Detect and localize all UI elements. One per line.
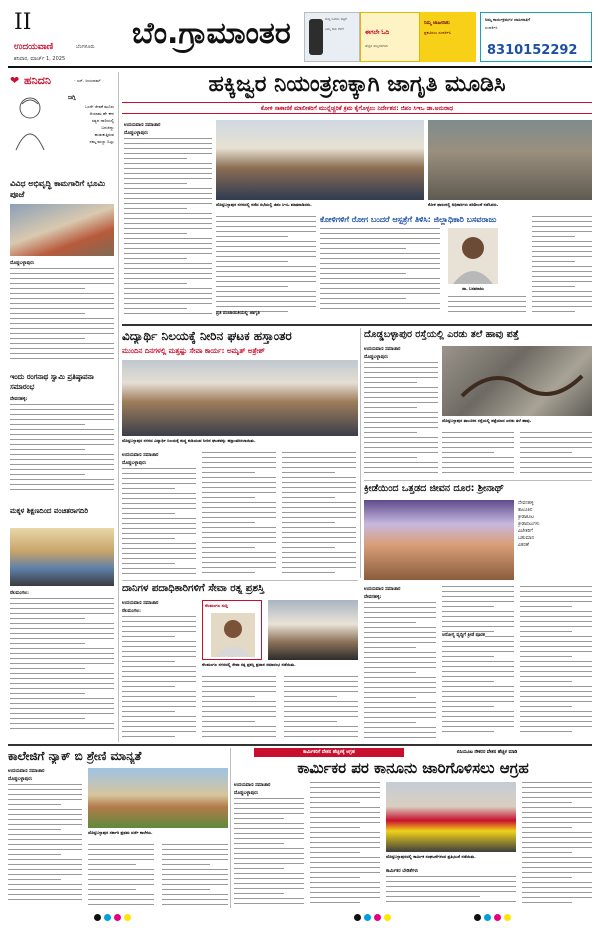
- story-photo: [10, 528, 114, 586]
- poem-line: ಬದುಕಿದ್ದು: [101, 125, 114, 130]
- lead-headline: ಹಕ್ಕಿಜ್ವರ ನಿಯಂತ್ರಣಕ್ಕಾಗಿ ಜಾಗೃತಿ ಮೂಡಿಸಿ: [208, 72, 506, 97]
- official-portrait: [448, 228, 498, 284]
- award-story: ದಾನಿಗಳ ಪದಾಧಿಕಾರಿಗಳಿಗೆ ಸೇವಾ ರತ್ನ ಪ್ರಶಸ್ತಿ ಉದಯವಾಣಿ ಸಮಾಚಾರ ನೆಲಮಂಗಲ: ನೆಲಮಂಗಲ ಸುದ್ದಿ ನೆಲಮಂಗಲ ನಗರದಲ್ಲಿ ಸೇವಾ ರತ್ನ ಪ್ರಶಸ್ತಿ ಪ್ರದಾನ ಸಮಾರಂಭ ನಡೆಯಿತು.: [122, 582, 358, 742]
- story-headline: ವಿವಿಧ ಅಭಿವೃದ್ಧಿ ಕಾಮಗಾರಿಗೆ ಭೂಮಿ ಪೂಜೆ: [10, 179, 106, 199]
- poem-line: ಆಯಾಮ ಹೇ ಈಗ: [89, 111, 114, 116]
- lead-story: ಹಕ್ಕಿಜ್ವರ ನಿಯಂತ್ರಣಕ್ಕಾಗಿ ಜಾಗೃತಿ ಮೂಡಿಸಿ ಕೋಳಿ ಸಾಕಾಣಿಕೆ ಮಾಲೀಕರಿಗೆ ಮುನ್ನೆಚ್ಚರಿಕೆ ಕ್ರಮ ಕೈಗೊಳ್ಳಲು ನಿರ್ದೇಶನ: ಜಿಪಂ ಸಿಇಒ ಡಾ.ಅನುರಾಧ ಉದಯವಾಣಿ ಸಮಾಚಾರ ದೊಡ್ಡಬಳ್ಳಾಪುರ: ದೊಡ್ಡಬಳ್ಳಾಪುರ ನಗರದಲ್ಲಿ ನಡೆದ ಸಭೆಯಲ್ಲಿ ಜಿಪಂ ಸಿಇಒ ಮಾತನಾಡಿದರು. ಕೋಳಿ ಫಾರಂನಲ್ಲಿ ಅಧಿಕಾರಿಗಳು ಪರಿಶೀಲನೆ ನಡೆಸಿದರು. ಕೋಳಿಗಳಿಗೆ ರೋಗ ಬಂದರೆ ಆಸ್ಪತ್ರೆಗೆ ತಿಳಿಸಿ: ಜಿಲ್ಲಾಧಿಕಾರಿ ಬಸವರಾಜು ಡಾ. ಬಸವರಾಜು ಪ್ರತಿ ಪಂಚಾಯಿತಿಯಲ್ಲಿ ಜಾಗೃತಿ: [122, 70, 592, 322]
- protest-photo: [386, 782, 516, 852]
- sidebar-story-1: ವಿವಿಧ ಅಭಿವೃದ್ಧಿ ಕಾಮಗಾರಿಗೆ ಭೂಮಿ ಪೂಜೆ ದೊಡ್ಡಬಳ್ಳಾಪುರ:: [8, 176, 116, 366]
- lead-subhead: ಕೋಳಿ ಸಾಕಾಣಿಕೆ ಮಾಲೀಕರಿಗೆ ಮುನ್ನೆಚ್ಚರಿಕೆ ಕ್ರಮ ಕೈಗೊಳ್ಳಲು ನಿರ್ದೇಶನ: ಜಿಪಂ ಸಿಇಒ ಡಾ.ಅನುರಾಧ: [122, 102, 592, 114]
- ad-phone-number: 8310152292: [487, 43, 578, 58]
- award-photo: [268, 600, 358, 660]
- story-photo: [10, 204, 114, 256]
- edition: ಬೆಂಗಳೂರು: [76, 44, 95, 50]
- list-item: ವಿತರಣೆ: [518, 543, 529, 548]
- column-logo: ❤ ಹನಿದನಿ - ಎಸ್. ಜಯರಾಮ್: [10, 74, 101, 87]
- award-inset: ನೆಲಮಂಗಲ ಸುದ್ದಿ: [202, 600, 262, 660]
- water-unit-story: ವಿದ್ಯಾರ್ಥಿ ನಿಲಯಕ್ಕೆ ನೀರಿನ ಘಟಕ ಹಸ್ತಾಂತರ ಮುಂದಿನ ದಿನಗಳಲ್ಲಿ ಮತ್ತಷ್ಟು ಸೇವಾ ಕಾರ್ಯ: ಅಮೃತ್ ಅತ್ರೇಶ್ ದೊಡ್ಡಬಳ್ಳಾಪುರ ನಗರದ ವಿದ್ಯಾರ್ಥಿ ನಿಲಯಕ್ಕೆ ಶುದ್ಧ ಕುಡಿಯುವ ನೀರಿನ ಘಟಕವನ್ನು ಹಸ್ತಾಂತರಿಸಲಾಯಿತು. ಉದಯವಾಣಿ ಸಮಾಚಾರ ದೊಡ್ಡಬಳ್ಳಾಪುರ:: [122, 328, 358, 578]
- lead-photo-meeting: [216, 120, 424, 200]
- list-item: ವಿಜೇತರಿಗೆ: [518, 529, 533, 534]
- sports-side-list: [518, 500, 592, 584]
- issue-date: ಶನಿವಾರ, ಮಾರ್ಚ್ 1, 2025: [14, 56, 66, 62]
- ad-right: ನಿಮ್ಮ ಕಾರ್ಯಕ್ರಮಗಳ ಜಾಹೀರಾತಿಗೆ ಸಂಪರ್ಕಿಸಿ 8310152292: [480, 12, 592, 62]
- heart-icon: ❤: [10, 74, 20, 87]
- phone-illustration: [309, 19, 323, 55]
- section-title: ಬೆಂ.ಗ್ರಾಮಾಂತರ: [132, 16, 291, 51]
- list-item: ಬಹುಮಾನ: [518, 536, 534, 541]
- page-number: II: [14, 10, 32, 35]
- ad-left-banner: ಈಗಲೇ ಓದಿ ಹೆಚ್ಚಿನ ಸುದ್ದಿಗಳಿಗಾಗಿ: [360, 12, 420, 62]
- masthead: [8, 4, 592, 68]
- college-photo: [88, 768, 228, 828]
- sidebar-story-3: ಮಕ್ಕಳ ಶಿಕ್ಷಣದಿಂದ ವಂಚಿತರಾಗದಿರಿ ನೆಲಮಂಗಲ:: [8, 504, 116, 740]
- story-headline: ಮಕ್ಕಳ ಶಿಕ್ಷಣದಿಂದ ವಂಚಿತರಾಗದಿರಿ: [10, 507, 89, 515]
- sidebar-story-2: ಇಂದು ರಂಗನಾಥ ಸ್ವಾಮಿ ಪ್ರತಿಷ್ಠಾಪನಾ ಸಮಾರಂಭ ದೇವನಹಳ್ಳಿ:: [8, 370, 116, 500]
- list-item: ಕ್ರೀಡಾಕೂಟ: [518, 515, 534, 520]
- story-headline: ಇಂದು ರಂಗನಾಥ ಸ್ವಾಮಿ ಪ್ರತಿಷ್ಠಾಪನಾ ಸಮಾರಂಭ: [10, 373, 94, 391]
- author-sketch: [12, 92, 48, 152]
- poem-line: ಒಂದೇ ಜೀವಕೆ ಮೂರು: [84, 104, 114, 109]
- list-item: ಕ್ರೀಡಾಪಟುಗಳು: [518, 522, 540, 527]
- paper-name: ಉದಯವಾಣಿ: [14, 42, 54, 52]
- poem-line: ಹುಡುಕುತ್ತಿರುವ: [94, 132, 114, 137]
- ad-left: ಸುದ್ದಿ ಓದಲು ಪತ್ರಿಕೆ ನಿಮ್ಮ ಕಾಲ ಕೆಳಗೆ: [304, 12, 360, 62]
- sports-photo: [364, 500, 514, 580]
- column-hanidani: ❤ ಹನಿದನಿ - ಎಸ್. ಜಯರಾಮ್ ಜಗ್ಗಿ ಒಂದೇ ಜೀವಕೆ ಮೂರು ಆಯಾಮ ಹೇ ಈಗ ಸತ್ಯದ ದಾರಿಯಲ್ಲಿ ಬದುಕಿದ್ದು ಹುಡುಕುತ್ತಿರುವ ನಮ್ಮ ಮಣ್ಣು ಬಿಟ್ಟು: [8, 72, 116, 172]
- registration-marks: [0, 912, 600, 924]
- poem-line: ಸತ್ಯದ ದಾರಿಯಲ್ಲಿ: [91, 118, 114, 123]
- labour-story: ಕಾರ್ಮಿಕರಿಗೆ ವೇತನ ಹೆಚ್ಚಳಕ್ಕೆ ಆಗ್ರಹ ಬಿಸಿಯೂಟ ನೌಕರರ ವೇತನ ಹೆಚ್ಚಳ ಮಾಡಿ ಕಾರ್ಮಿಕರ ಪರ ಕಾನೂನು ಜಾರಿಗೊಳಿಸಲು ಆಗ್ರಹ ಉದಯವಾಣಿ ಸಮಾಚಾರ ದೊಡ್ಡಬಳ್ಳಾಪುರ: ದೊಡ್ಡಬಳ್ಳಾಪುರದಲ್ಲಿ ಕಾರ್ಮಿಕ ಸಂಘಟನೆಗಳಿಂದ ಪ್ರತಿಭಟನೆ ನಡೆಯಿತು. ಕಾರ್ಮಿಕರ ಬೇಡಿಕೆಗಳು: [234, 748, 592, 908]
- list-item: ದೇವನಹಳ್ಳಿ: [518, 501, 534, 506]
- sports-story: ಕ್ರೀಡೆಯಿಂದ ಒತ್ತಡದ ಜೀವನ ದೂರ: ಶ್ರೀನಾಥ್ ದೇವನಹಳ್ಳಿ ತಾಲೂಕಿನ ಕ್ರೀಡಾಕೂಟ ಕ್ರೀಡಾಪಟುಗಳು ವಿಜೇತರಿಗೆ ಬಹುಮಾನ ವಿತರಣೆ ಉದಯವಾಣಿ ಸಮಾಚಾರ ದೇವನಹಳ್ಳಿ: ಆರೋಗ್ಯ ವೃದ್ಧಿಗೆ ಕ್ರೀಡೆ ಪೂರಕ: [364, 482, 592, 742]
- poem-line: ನಮ್ಮ ಮಣ್ಣು ಬಿಟ್ಟು: [89, 139, 114, 144]
- award-portrait: [211, 613, 255, 657]
- naac-story: ಕಾಲೇಜಿಗೆ ನ್ಯಾಕ್ ಬಿ ಶ್ರೇಣಿ ಮಾನ್ಯತೆ ಉದಯವಾಣಿ ಸಮಾಚಾರ ದೊಡ್ಡಬಳ್ಳಾಪುರ: ದೊಡ್ಡಬಳ್ಳಾಪುರ ಸರ್ಕಾರಿ ಪ್ರಥಮ ದರ್ಜೆ ಕಾಲೇಜು.: [8, 748, 228, 908]
- labour-kicker: ಕಾರ್ಮಿಕರಿಗೆ ವೇತನ ಹೆಚ್ಚಳಕ್ಕೆ ಆಗ್ರಹ ಬಿಸಿಯೂಟ ನೌಕರರ ವೇತನ ಹೆಚ್ಚಳ ಮಾಡಿ: [234, 748, 592, 758]
- water-unit-photo: [122, 360, 358, 436]
- list-item: ತಾಲೂಕಿನ: [518, 508, 533, 513]
- snake-story: ದೊಡ್ಡಬಳ್ಳಾಪುರ ರಸ್ತೆಯಲ್ಲಿ ಎರಡು ತಲೆ ಹಾವು ಪತ್ತೆ ಉದಯವಾಣಿ ಸಮಾಚಾರ ದೊಡ್ಡಬಳ್ಳಾಪುರ: ದೊಡ್ಡಬಳ್ಳಾಪುರ ತಾಲೂಕಿನ ರಸ್ತೆಯಲ್ಲಿ ಪತ್ತೆಯಾದ ಎರಡು ತಲೆ ಹಾವು.: [364, 328, 592, 478]
- lead-photo-farm: [428, 120, 592, 200]
- ad-middle: ನಿಮ್ಮ ಜಾಹೀರಾತು ಪ್ರಕಟಿಸಲು ಸಂಪರ್ಕಿಸಿ: [420, 12, 476, 62]
- lead-inset: ಕೋಳಿಗಳಿಗೆ ರೋಗ ಬಂದರೆ ಆಸ್ಪತ್ರೆಗೆ ತಿಳಿಸಿ: ಜಿಲ್ಲಾಧಿಕಾರಿ ಬಸವರಾಜು ಡಾ. ಬಸವರಾಜು: [320, 214, 528, 318]
- snake-photo: [442, 346, 592, 416]
